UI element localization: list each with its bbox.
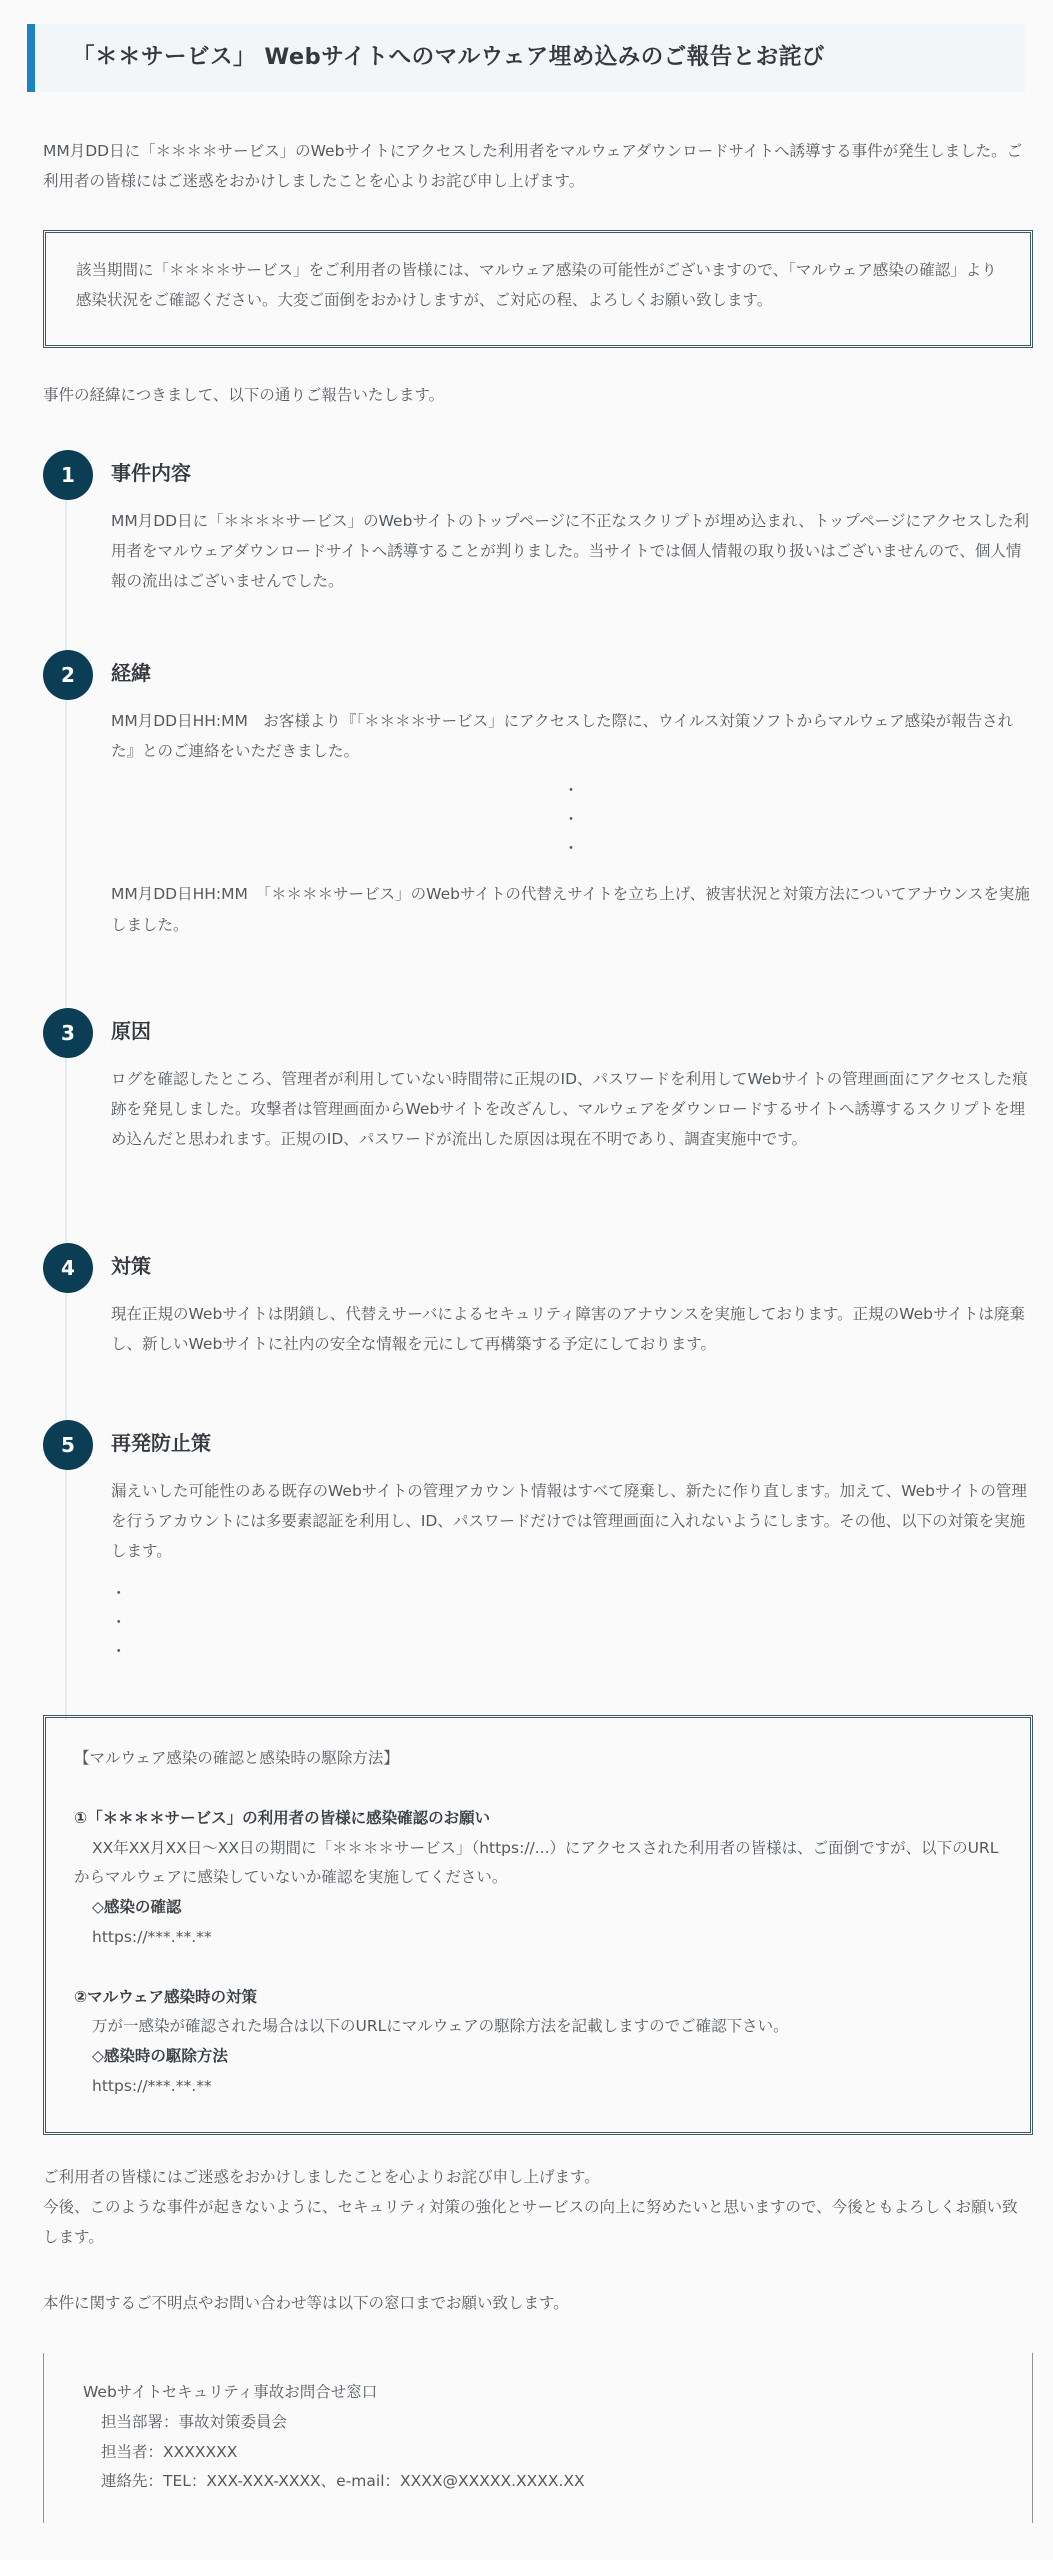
step-body: MM月DD日に「＊＊＊＊サービス」のWebサイトのトップページに不正なスクリプトが埋め込まれ、トップページにアクセスした利用者をマルウェアダウンロードサイトへ誘導することが判りました。当サイトでは個人情報の取り扱いはございませんので、個人情報の流出はございませんでした。 xyxy=(111,512,1030,591)
step-number: 1 xyxy=(43,450,93,500)
step-number: 5 xyxy=(43,1420,93,1470)
closing-line: ご利用者の皆様にはご迷惑をおかけしましたことを心よりお詫び申し上げます。 xyxy=(43,2168,600,2186)
section-2-title: ②マルウェア感染時の対策 xyxy=(74,1987,258,2006)
step-number: 4 xyxy=(43,1243,93,1293)
section-1-body: XX年XX月XX日～XX日の期間に「＊＊＊＊サービス」（https://...）にアクセスされた利用者の皆様は、ご面倒ですが、以下のURLからマルウェアに感染していないか確認を実施してください。 xyxy=(74,1838,999,1887)
step-title: 経緯 xyxy=(111,661,151,685)
contact-dept: 担当部署：事故対策委員会 xyxy=(101,2412,288,2431)
step-body xyxy=(111,706,1031,940)
notice-box xyxy=(43,230,1033,348)
spacer xyxy=(74,1953,1002,1983)
closing-line: 今後、このような事件が起きないように、セキュリティ対策の強化とサービスの向上に努めたいと思いますので、今後ともよろしくお願い致します。 xyxy=(43,2198,1018,2247)
step-body-second: MM月DD日HH:MM 「＊＊＊＊サービス」のWebサイトの代替えサイトを立ち上げ、被害状況と対策方法についてアナウンスを実施しました。 xyxy=(111,885,1030,934)
notice-text: 該当期間に「＊＊＊＊サービス」をご利用者の皆様には、マルウェア感染の可能性がございますので、「マルウェア感染の確認」より感染状況をご確認ください。大変ご面倒をおかけしますが、ご対応の程、よろしくお願い致します。 xyxy=(76,261,997,310)
spacer xyxy=(74,1774,1002,1804)
section-1-sub: ◇感染の確認 xyxy=(92,1898,182,1916)
step-body-first: MM月DD日HH:MM お客様より『「＊＊＊＊サービス」にアクセスした際に、ウイルス対策ソフトからマルウェア感染が報告された』とのご連絡をいただきました。 xyxy=(111,712,1014,761)
contact-lead: 本件に関するご不明点やお問い合わせ等は以下の窓口までお願い致します。 xyxy=(43,2294,569,2312)
page-title: 「＊＊サービス」 Webサイトへのマルウェア埋め込みのご報告とお詫び xyxy=(72,44,825,71)
dot: ・ xyxy=(563,781,579,800)
step-title: 事件内容 xyxy=(111,461,191,485)
dot: ・ xyxy=(111,1612,127,1631)
section-2-sub: ◇感染時の駆除方法 xyxy=(92,2047,228,2065)
contact-person: 担当者：XXXXXXX xyxy=(101,2442,238,2461)
malware-info-box xyxy=(43,1715,1033,2135)
contact-tel: 連絡先：TEL：XXX-XXX-XXXX、e-mail：XXXX@XXXXX.XXXX.XX xyxy=(101,2472,585,2491)
section-1-url: https://***.**.** xyxy=(92,1927,212,1946)
closing-text xyxy=(43,2162,1033,2253)
title-bar xyxy=(27,24,1025,92)
step-number: 3 xyxy=(43,1008,93,1058)
step-title: 対策 xyxy=(111,1254,151,1278)
step-body: 現在正規のWebサイトは閉鎖し、代替えサーバによるセキュリティ障害のアナウンスを実施しております。正規のWebサイトは廃棄し、新しいWebサイトに社内の安全な情報を元にして再構築する予定にしております。 xyxy=(111,1305,1025,1354)
dot: ・ xyxy=(111,1583,127,1602)
dot: ・ xyxy=(563,839,579,858)
lead-text: 事件の経緯につきまして、以下の通りご報告いたします。 xyxy=(43,386,445,404)
section-2-body: 万が一感染が確認された場合は以下のURLにマルウェアの駆除方法を記載しますのでご確認下さい。 xyxy=(92,2017,789,2036)
dot: ・ xyxy=(111,1641,127,1660)
step-number: 2 xyxy=(43,650,93,700)
section-2-url: https://***.**.** xyxy=(92,2076,212,2095)
section-1-title: ①「＊＊＊＊サービス」の利用者の皆様に感染確認のお願い xyxy=(74,1808,491,1827)
contact-info xyxy=(83,2378,983,2497)
ellipsis-dots xyxy=(111,1579,1031,1666)
dot: ・ xyxy=(563,810,579,829)
step-title: 原因 xyxy=(111,1019,151,1043)
step-title: 再発防止策 xyxy=(111,1431,211,1455)
contact-name: Webサイトセキュリティ事故お問合せ窓口 xyxy=(83,2383,378,2401)
intro-text: MM月DD日に「＊＊＊＊サービス」のWebサイトにアクセスした利用者をマルウェアダウンロードサイトへ誘導する事件が発生しました。ご利用者の皆様にはご迷惑をおかけしましたことを心よりお詫び申し上げます。 xyxy=(43,142,1023,191)
ellipsis-dots xyxy=(111,776,1031,863)
step-body: ログを確認したところ、管理者が利用していない時間帯に正規のID、パスワードを利用してWebサイトの管理画面にアクセスした痕跡を発見しました。攻撃者は管理画面からWebサイトを改ざんし、マルウェアをダウンロードするサイトへ誘導するスクリプトを埋め込んだと思われます。正規のID、パスワードが流出した原因は現在不明であり、調査実施中です。 xyxy=(111,1070,1028,1149)
step-body xyxy=(111,1476,1031,1666)
step-body-text: 漏えいした可能性のある既存のWebサイトの管理アカウント情報はすべて廃棄し、新たに作り直します。加えて、Webサイトの管理を行うアカウントには多要素認証を利用し、ID、パスワードだけでは管理画面に入れないようにします。その他、以下の対策を実施します。 xyxy=(111,1482,1027,1561)
malware-heading: 【マルウェア感染の確認と感染時の駆除方法】 xyxy=(74,1749,399,1767)
